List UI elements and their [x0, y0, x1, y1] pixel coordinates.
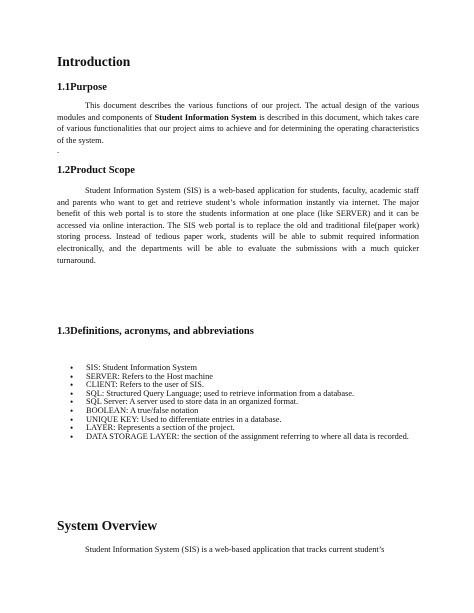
scope-paragraph: Student Information System (SIS) is a web-based application for students, faculty, academic staff and parents who want to get and retrieve student’s whole information instantly via internet. The major benefit of this web portal is to store the students information at one place (like SERVER) and it can be accessed via online interaction. The SIS web portal is to replace the old and traditional file(paper work) storing process. Instead of tedious paper work, students will be able to submit required information electronically, and the departments will be able to evaluate the submissions with a much quicker turnaround. — [57, 186, 419, 265]
definition-item: • DATA STORAGE LAYER: the section of the assignment referring to where all data is recorded. — [68, 433, 420, 442]
purpose-heading: 1.1Purpose — [57, 82, 107, 93]
purpose-text-bold: Student Information System — [154, 112, 257, 122]
definition-item: • SQL Server: A server used to store data in an organized format. — [68, 398, 420, 407]
purpose-paragraph — [57, 100, 419, 146]
definitions-list — [68, 364, 420, 441]
system-overview-title: System Overview — [57, 518, 158, 533]
definition-item: • LAYER: Represents a section of the project. — [68, 424, 420, 433]
introduction-title: Introduction — [57, 54, 131, 69]
definition-item: • SIS: Student Information System — [68, 364, 420, 373]
definition-item: • SERVER: Refers to the Host machine — [68, 373, 420, 382]
purpose-text-2: is described in this document, which takes care of various functionalities that our project aims to achieve and for determining the operating characteristics of the system. — [57, 112, 419, 145]
definitions-heading: 1.3Definitions, acronyms, and abbreviations — [57, 326, 254, 337]
purpose-trailing-mark: . — [57, 146, 60, 155]
definition-item: • BOOLEAN: A true/false notation — [68, 407, 420, 416]
scope-heading: 1.2Product Scope — [57, 165, 135, 176]
definition-item: • SQL: Structured Query Language; used to retrieve information from a database. — [68, 390, 420, 399]
definition-item: • UNIQUE KEY: Used to differentiate entries in a database. — [68, 416, 420, 425]
definition-item: • CLIENT: Refers to the user of SIS. — [68, 381, 420, 390]
system-overview-paragraph: Student Information System (SIS) is a web-based application that tracks current student’s — [85, 545, 385, 554]
purpose-text-1: This document describes the various functions of our project. The actual design of the various modules and components of — [57, 101, 419, 122]
